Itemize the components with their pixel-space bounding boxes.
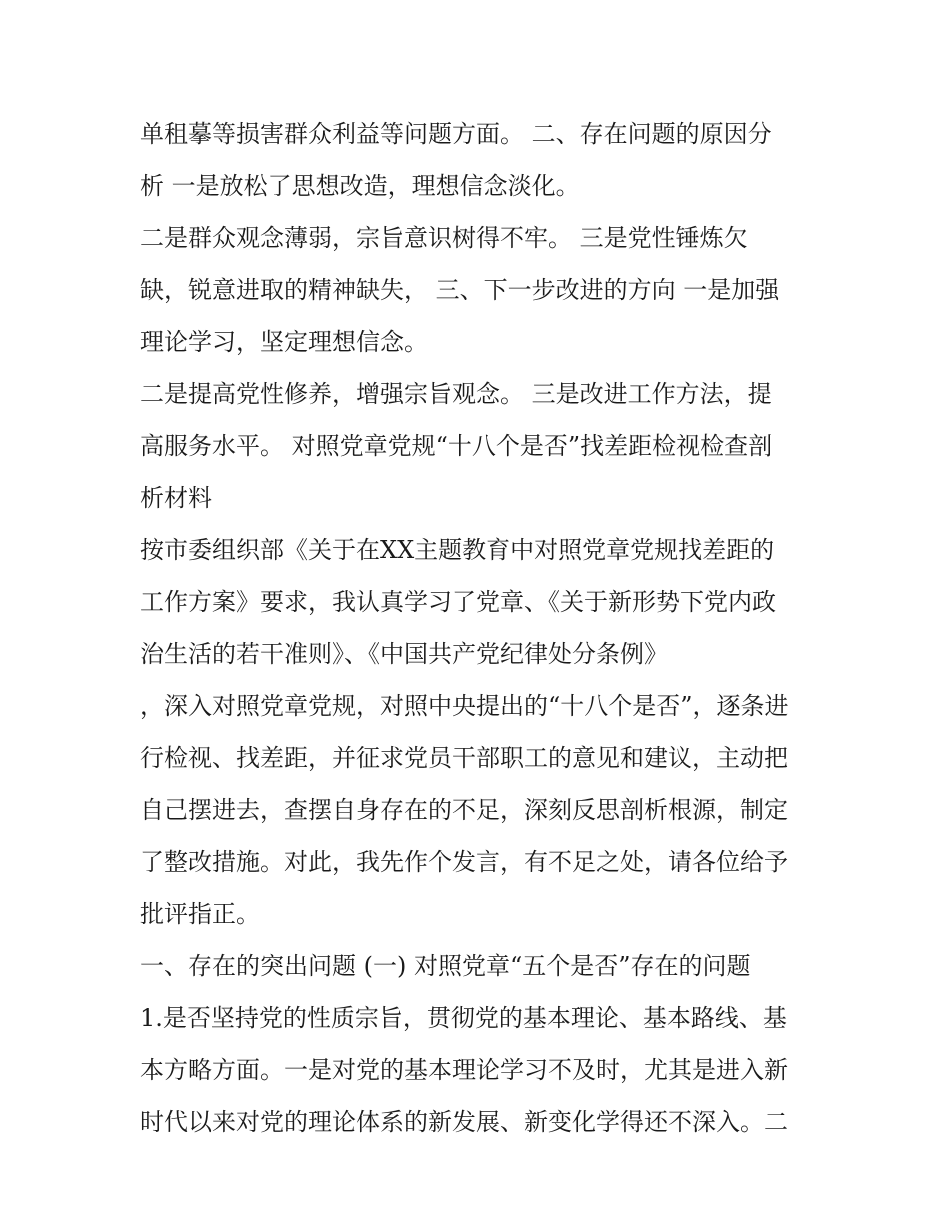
text-line: 1.是否坚持党的性质宗旨，贯彻党的基本理论、基本路线、基 [140,1004,787,1032]
text-line: 工作方案》要求，我认真学习了党章、《关于新形势下党内政 [140,588,776,616]
text-line: 理论学习，坚定理想信念。 [140,328,428,356]
text-line: 时代以来对党的理论体系的新发展、新变化学得还不深入。二 [140,1108,788,1136]
document-body [140,108,820,1148]
text-line: 二是提高党性修养，增强宗旨观念。 三是改进工作方法，提 [140,380,772,408]
text-line: 了整改措施。对此，我先作个发言，有不足之处，请各位给予 [140,848,788,876]
text-line: 高服务水平。 对照党章党规“十八个是否”找差距检视检查剖 [140,432,773,460]
text-line: 单租摹等损害群众利益等问题方面。 二、存在问题的原因分 [140,120,772,148]
text-line: 行检视、找差距，并征求党员干部职工的意见和建议，主动把 [140,744,788,772]
text-line: 二是群众观念薄弱，宗旨意识树得不牢。 三是党性锤炼欠 [140,224,748,252]
text-line: 按市委组织部《关于在XX主题教育中对照党章党规找差距的 [140,536,775,564]
text-line: 批评指正。 [140,900,260,928]
text-line: 析 一是放松了思想改造，理想信念淡化。 [140,172,580,200]
text-line: 本方略方面。一是对党的基本理论学习不及时，尤其是进入新 [140,1056,788,1084]
text-line: 一、存在的突出问题 (一) 对照党章“五个是否”存在的问题 [140,952,751,980]
text-line: 析材料 [140,484,212,512]
text-line: ，深入对照党章党规，对照中央提出的“十八个是否”，逐条进 [140,692,789,720]
text-line: 自己摆进去，查摆自身存在的不足，深刻反思剖析根源，制定 [140,796,788,824]
text-line: 治生活的若干准则》、《中国共产党纪律处分条例》 [140,640,668,668]
text-line: 缺，锐意进取的精神缺失， 三、下一步改进的方向 一是加强 [140,276,780,304]
